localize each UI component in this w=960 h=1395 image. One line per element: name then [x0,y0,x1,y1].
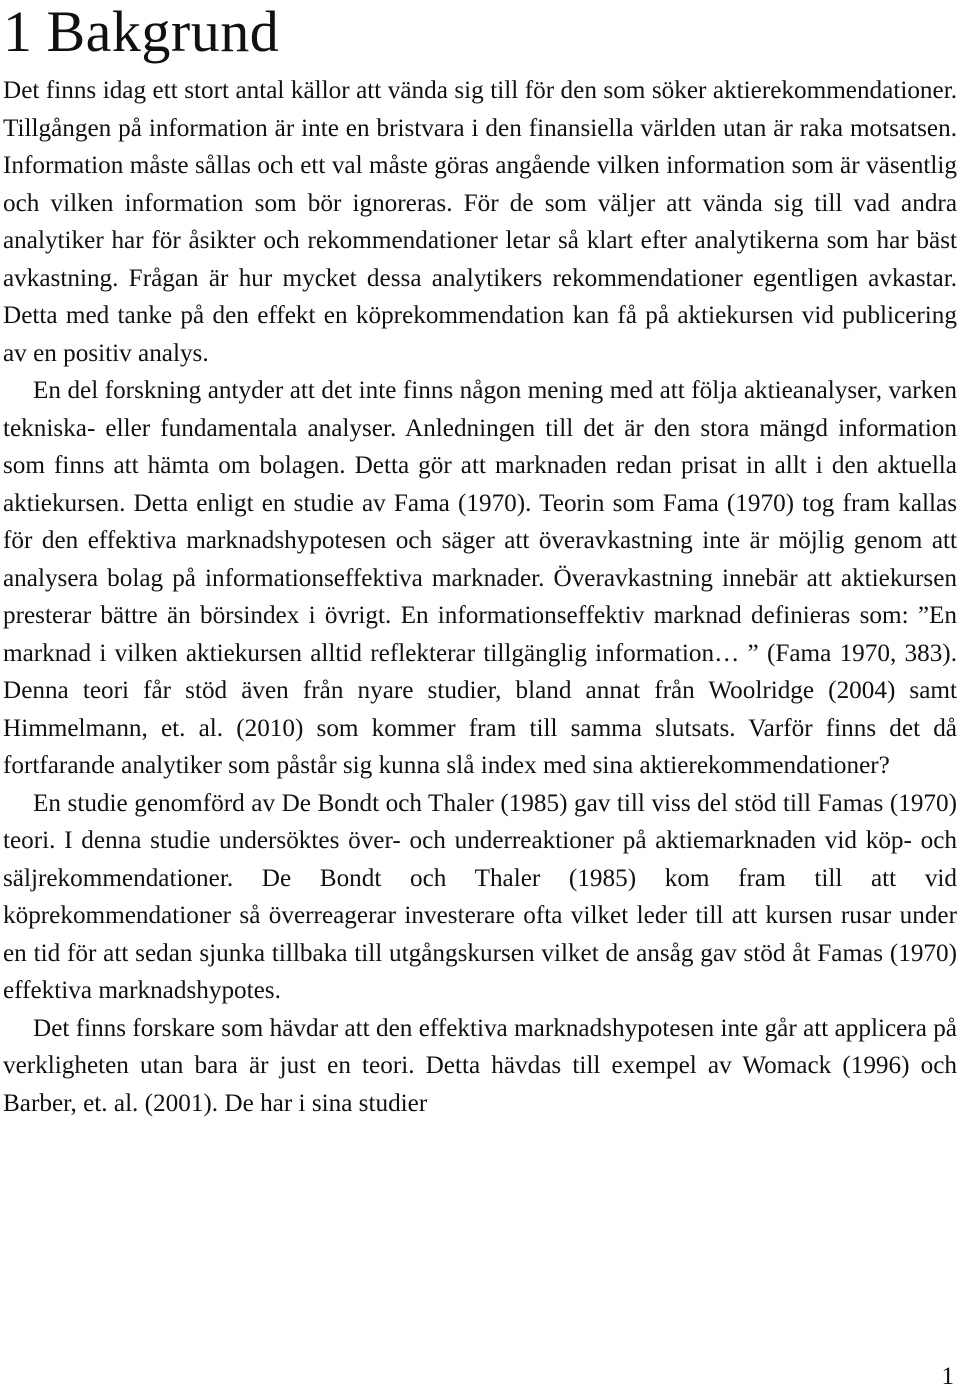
section-heading [3,0,957,64]
paragraph-2: En del forskning antyder att det inte finns någon mening med att följa aktieanalyser, varken tekniska- eller fundamentala analyser. Anledningen till det är den stora mängd information som finns att hämta om bolagen. Detta gör att marknaden redan prisat in allt i den aktuella aktiekursen. Detta enligt en studie av Fama (1970). Teorin som Fama (1970) tog fram kallas för den effektiva marknadshypotesen och säger att överavkastning inte är möjlig genom att analysera bolag på informationseffektiva marknader. Överavkastning innebär att aktiekursen presterar bättre än börsindex i övrigt. En informationseffektiv marknad definieras som: ”En marknad i vilken aktiekursen alltid reflekterar tillgänglig information… ” (Fama 1970, 383). Denna teori får stöd även från nyare studier, bland annat från Woolridge (2004) samt Himmelmann, et. al. (2010) som kommer fram till samma slutsats. Varför finns det då fortfarande analytiker som påstår sig kunna slå index med sina aktierekommendationer? [3,377,957,779]
paragraph-3: En studie genomförd av De Bondt och Thaler (1985) gav till viss del stöd till Famas (1970) teori. I denna studie undersöktes över- och underreaktioner på aktiemarknaden vid köp- och säljrekommendationer. De Bondt och Thaler (1985) kom fram till att vid köprekommendationer så överreagerar investerare ofta vilket leder till att kursen rusar under en tid för att sedan sjunka tillbaka till utgångskursen vilket de ansåg gav stöd åt Famas (1970) effektiva marknadshypotes. [3,789,957,1004]
paragraph-4: Det finns forskare som hävdar att den effektiva marknadshypotesen inte går att applicera på verkligheten utan bara är just en teori. Detta hävdas till exempel av Womack (1996) och Barber, et. al. (2001). De har i sina studier [3,1014,957,1117]
body-text [3,72,957,1122]
section-number: 1 [3,0,33,64]
document-page [3,0,957,1122]
page-number: 1 [941,1363,954,1390]
section-title: Bakgrund [46,0,280,64]
paragraph-1: Det finns idag ett stort antal källor att vända sig till för den som söker aktierekommendationer. Tillgången på information är inte en bristvara i den finansiella världen utan är raka motsatsen. Information måste sållas och ett val måste göras angående vilken information som är väsentlig och vilken information som bör ignoreras. För de som väljer att vända sig till vad andra analytiker har för åsikter och rekommendationer letar så klart efter analytikerna som har bäst avkastning. Frågan är hur mycket dessa analytikers rekommendationer egentligen avkastar. Detta med tanke på den effekt en köprekommendation kan få på aktiekursen vid publicering av en positiv analys. [3,77,957,367]
